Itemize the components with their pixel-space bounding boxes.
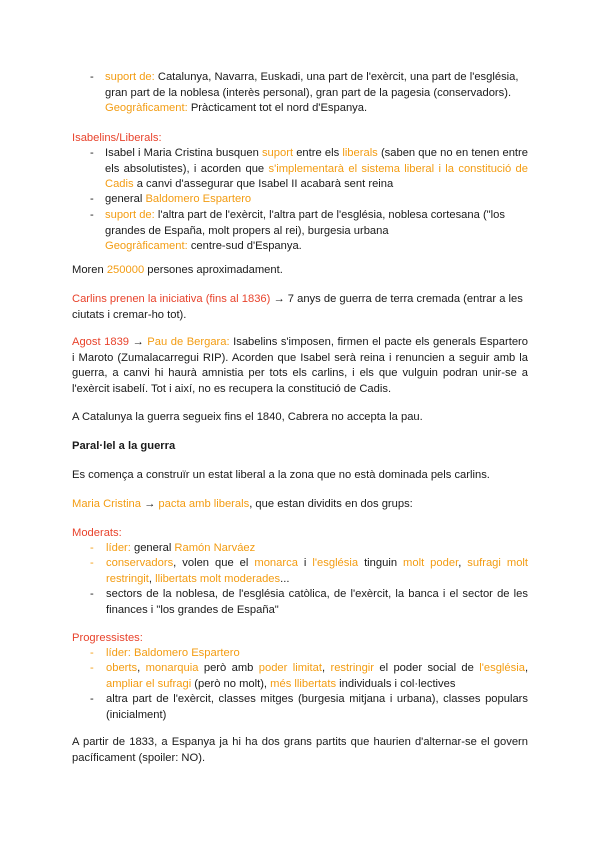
geo-label: Geogràficament:: [105, 240, 188, 252]
text-run: entre els: [293, 147, 343, 159]
list-item-progressistes-1: [90, 646, 528, 662]
text-run: individuals i col·lectives: [336, 677, 456, 690]
highlight-run: pacta amb liberals: [158, 498, 250, 510]
text-run: → 7 anys de guerra de terra cremada (entrar a les ciutats i cremar-ho tot).: [72, 293, 523, 321]
highlight-run: Ramón Narváez: [174, 542, 256, 554]
text-run: general: [105, 193, 146, 205]
highlight-run: s'implementarà el sistema liberal i la constitució de Cadis: [105, 162, 529, 190]
highlight-run: llibertats molt moderades: [155, 572, 281, 585]
text-run: i: [297, 557, 313, 569]
text-run: , volen que el: [173, 557, 255, 569]
bullet-dash: -: [90, 557, 94, 569]
list-item-isabelins-2: [90, 192, 528, 208]
highlight-run: l'església: [479, 662, 525, 674]
highlight-run: Agost 1839: [72, 336, 130, 348]
support-label: suport de:: [105, 71, 155, 83]
highlight-run: monarca: [254, 557, 298, 569]
section-heading-moderats: Moderats:: [72, 527, 122, 539]
text-run: ,: [458, 557, 468, 569]
highlight-run: liberals: [342, 147, 378, 159]
text-run: sectors de la noblesa, de l'església catòlica, de l'exèrcit, la banca i el sector de les finances i "los grandes de España": [106, 588, 528, 616]
highlight-run: Baldomero Espartero: [145, 193, 252, 205]
support-label: suport de:: [105, 209, 155, 221]
leader-text: líder: Baldomero Espartero: [106, 647, 240, 659]
highlight-run: ampliar el sufragi: [106, 677, 192, 690]
paragraph-carlins-initiative: [72, 292, 528, 323]
highlight-run: 250000: [106, 264, 145, 276]
highlight-run: Pau de Bergara:: [147, 336, 230, 348]
list-item-moderats-2: [90, 556, 529, 587]
arrow: →: [129, 336, 148, 348]
text-run: Moren: [72, 264, 107, 276]
highlight-run: Carlins prenen la iniciativa (fins al 1836): [72, 293, 271, 305]
text-run: el poder social de: [374, 662, 480, 674]
text-run: ,: [148, 572, 156, 585]
paragraph-parallel: Es comença a construïr un estat liberal a la zona que no està dominada pels carlins.: [72, 469, 490, 481]
text-run: Isabel i Maria Cristina busquen: [105, 147, 262, 159]
section-heading-progressistes: Progressistes:: [72, 632, 143, 644]
bullet-dash: -: [90, 647, 94, 659]
geo-text: centre-sud d'Espanya.: [187, 240, 302, 252]
text-run: ,: [137, 662, 146, 674]
list-item-isabelins-1: [90, 146, 529, 193]
list-item-isabelins-3: [90, 208, 528, 255]
highlight-run: l'església: [312, 557, 359, 569]
bullet-dash: -: [90, 542, 94, 554]
text-run: Isabelins s'imposen, firmen el pacte els generals Espartero i Maroto (Zumalacarregui RIP). Acorden que Isabel serà reina i renuncien a seguir amb la guerra, a canvi hi haurà amnistia per tots els carlins, i els que vulguin podran unir-se a l'exèrcit isabelí. Tot i així, no es recupera la constitució de Cadis.: [72, 336, 528, 395]
highlight-run: poder limitat: [258, 662, 322, 674]
text-run: (però no molt),: [191, 677, 271, 690]
highlight-run: molt poder: [403, 557, 459, 569]
geo-label: Geogràficament:: [105, 102, 188, 114]
paragraph-conclusion: A partir de 1833, a Espanya ja hi ha dos grans partits que haurien d'alternar-se el govern pacíficament (spoiler: NO).: [72, 736, 528, 764]
list-item-carlins-support: [90, 70, 528, 117]
text-run: altra part de l'exèrcit, classes mitges (burgesia mitjana i urbana), classes populars (inicialment): [106, 693, 528, 721]
text-run: ,: [321, 662, 331, 674]
list-item-moderats-1: [90, 541, 528, 557]
paragraph-catalunya: A Catalunya la guerra segueix fins el 1840, Cabrera no accepta la pau.: [72, 411, 423, 423]
geo-text: Pràcticament tot el nord d'Espanya.: [187, 102, 368, 114]
leader-label: líder:: [106, 542, 131, 554]
highlight-run: suport: [261, 147, 294, 159]
list-item-moderats-3: [90, 587, 528, 618]
text-run: ,: [524, 662, 529, 674]
arrow: →: [141, 498, 159, 510]
text-run: però amb: [198, 662, 259, 674]
bullet-dash: -: [90, 193, 94, 205]
text-run: , que estan dividits en dos grups:: [249, 498, 413, 510]
text-run: (saben que no en tenen entre els absolutistes), i acorden que: [105, 147, 528, 175]
highlight-run: més llibertats: [270, 677, 337, 690]
bullet-dash: -: [90, 209, 94, 221]
support-text: Catalunya, Navarra, Euskadi, una part de l'exèrcit, una part de l'església, gran part de la noblesa (interès personal), gran part de la pagesia (conservadors).: [105, 71, 519, 99]
bullet-dash: -: [90, 662, 94, 674]
list-item-progressistes-2: [90, 661, 529, 692]
text-run: ...: [280, 572, 290, 585]
text-run: persones aproximadament.: [144, 264, 283, 276]
paragraph-agost-1839: [72, 335, 528, 397]
section-heading-isabelins: Isabelins/Liberals:: [72, 132, 162, 144]
bullet-dash: -: [90, 693, 94, 705]
paragraph-moren: [72, 263, 528, 279]
highlight-run: monarquia: [145, 662, 199, 674]
text-run: tinguin: [358, 557, 404, 569]
list-item-progressistes-3: [90, 692, 528, 723]
highlight-run: Maria Cristina: [72, 498, 142, 510]
highlight-run: sufragi molt restringit: [106, 557, 529, 585]
highlight-run: conservadors: [106, 557, 174, 569]
bullet-dash: -: [90, 588, 94, 600]
highlight-run: restringir: [330, 662, 374, 674]
text-run: general: [130, 542, 175, 554]
section-heading-parallel: Paral·lel a la guerra: [72, 440, 176, 452]
text-run: a canvi d'assegurar que Isabel II acabarà sent reina: [133, 178, 394, 190]
bullet-dash: -: [90, 147, 94, 159]
paragraph-maria-cristina: [72, 497, 528, 513]
support-text: l'altra part de l'exèrcit, l'altra part de l'església, noblesa cortesana ("los grandes de España, molt propers al rei), burgesia urbana: [105, 209, 505, 237]
bullet-dash: -: [90, 71, 94, 83]
highlight-run: oberts: [106, 662, 138, 674]
